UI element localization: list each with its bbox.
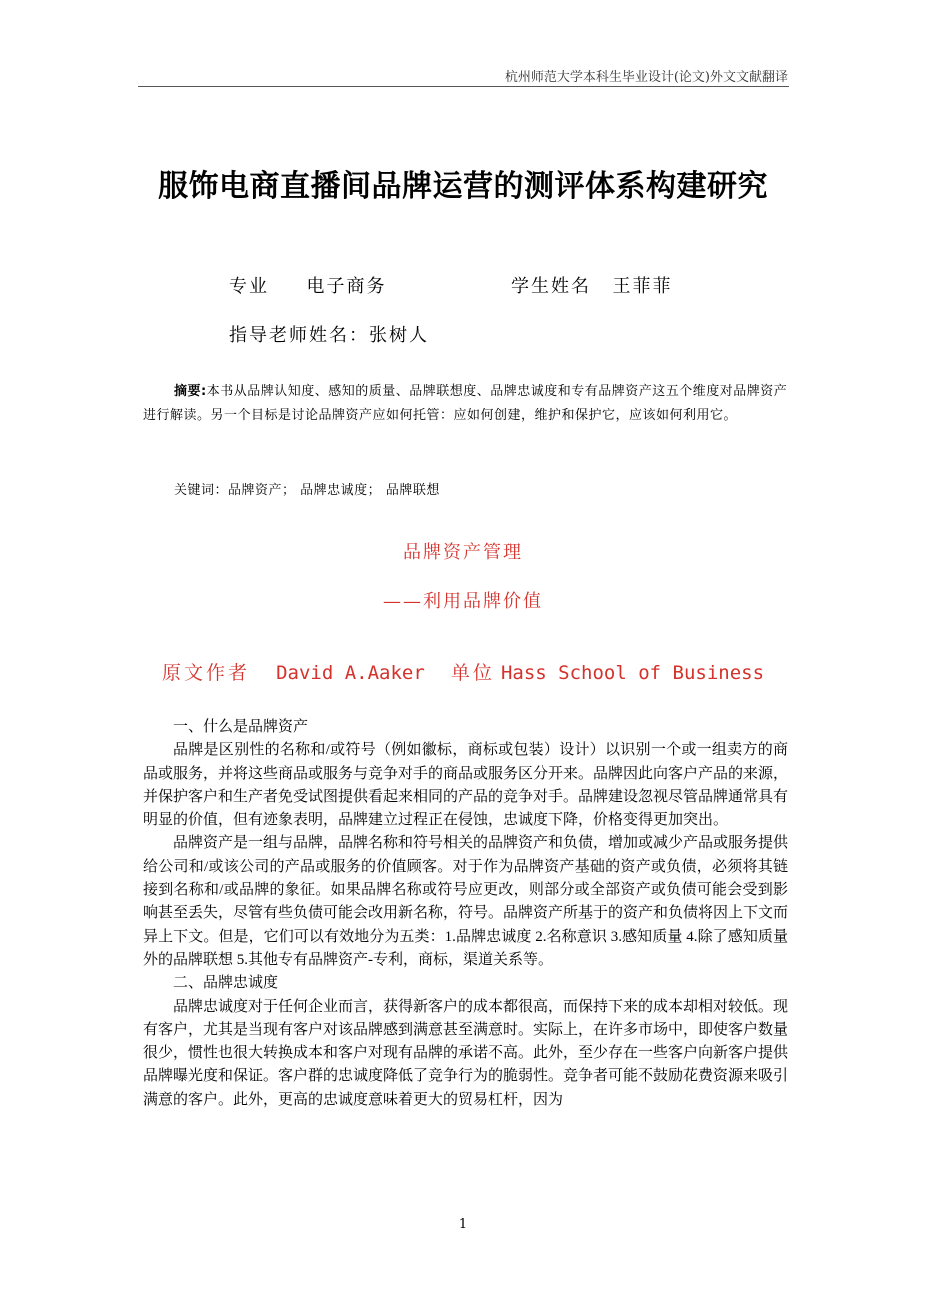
paper-title: 服饰电商直播间品牌运营的测评体系构建研究 <box>158 169 768 204</box>
student-value: 王菲菲 <box>612 276 673 297</box>
keywords-label: 关键词： <box>174 483 229 498</box>
student-line <box>511 272 672 298</box>
abstract-text: 本书从品牌认知度、感知的质量、品牌联想度、品牌忠诚度和专有品牌资产这五个维度对品牌资产进行解读。另一个目标是讨论品牌资产应如何托管：应如何创建，维护和保护它，应该如何利用它。 <box>143 384 788 423</box>
keyword-item: 品牌资产； <box>228 483 296 498</box>
unit-name: Hass School of Business <box>500 662 765 684</box>
body-text <box>143 716 788 1112</box>
body-paragraph: 品牌忠诚度对于任何企业而言，获得新客户的成本都很高，而保持下来的成本却相对较低。现有客户，尤其是当现有客户对该品牌感到满意甚至满意时。实际上，在许多市场中，即使客户数量很少，惯性也很大转换成本和客户对现有品牌的承诺不高。此外，至少存在一些客户向新客户提供品牌曝光度和保证。客户群的忠诚度降低了竞争行为的脆弱性。竞争者可能不鼓励花费资源来吸引满意的客户。此外，更高的忠诚度意味着更大的贸易杠杆，因为 <box>143 998 789 1108</box>
section-subtitle: ——利用品牌价值 <box>383 591 543 612</box>
major-label: 专业 <box>229 276 269 297</box>
body-paragraph: 品牌是区别性的名称和/或符号（例如徽标，商标或包装）设计）以识别一个或一组卖方的商品或服务，并将这些商品或服务与竞争对手的商品或服务区分开来。品牌因此向客户产品的来源，并保护客户和生产者免受试图提供看起来相同的产品的竞争对手。品牌建设忽视尽管品牌通常具有明显的价值，但有迹象表明，品牌建立过程正在侵蚀，忠诚度下降，价格变得更加突出。 <box>143 742 789 829</box>
advisor-label: 指导老师姓名： <box>229 325 369 346</box>
heading-brand-loyalty: 二、品牌忠诚度 <box>173 975 279 992</box>
abstract <box>143 380 788 428</box>
unit-label: 单位 <box>450 662 495 684</box>
author-name: David A.Aaker <box>276 662 425 684</box>
section-title: 品牌资产管理 <box>403 542 523 563</box>
keyword-item: 品牌忠诚度； <box>300 483 382 498</box>
advisor-value: 张树人 <box>369 325 429 346</box>
running-header: 杭州师范大学本科生毕业设计(论文)外文文献翻译 <box>504 70 788 85</box>
major-line <box>229 272 386 298</box>
author-label: 原文作者 <box>161 662 250 684</box>
advisor-line <box>229 321 429 347</box>
student-label: 学生姓名 <box>511 276 591 297</box>
keywords <box>174 479 440 498</box>
keyword-item: 品牌联想 <box>385 483 440 498</box>
abstract-label: 摘要: <box>174 384 207 399</box>
heading-what-is-brand-equity: 一、什么是品牌资产 <box>173 719 309 735</box>
page-number: 1 <box>458 1217 468 1232</box>
body-paragraph: 品牌资产是一组与品牌，品牌名称和符号相关的品牌资产和负债，增加或减少产品或服务提供给公司和/或该公司的产品或服务的价值顾客。对于作为品牌资产基础的资产或负债，必须将其链接到名称和/或品牌的象征。如果品牌名称或符号应更改，则部分或全部资产或负债可能会受到影响甚至丢失，尽管有些负债可能会改用新名称，符号。品牌资产所基于的资产和负债将因上下文而异上下文。但是，它们可以有效地分为五类：1.品牌忠诚度 2.名称意识 3.感知质量 4.除了感知质量外的品牌联想 5.其他专有品牌资产-专利，商标，渠道关系等。 <box>143 835 789 968</box>
major-value: 电子商务 <box>306 276 387 297</box>
original-author-line <box>0 658 926 685</box>
header-rule <box>138 86 789 87</box>
